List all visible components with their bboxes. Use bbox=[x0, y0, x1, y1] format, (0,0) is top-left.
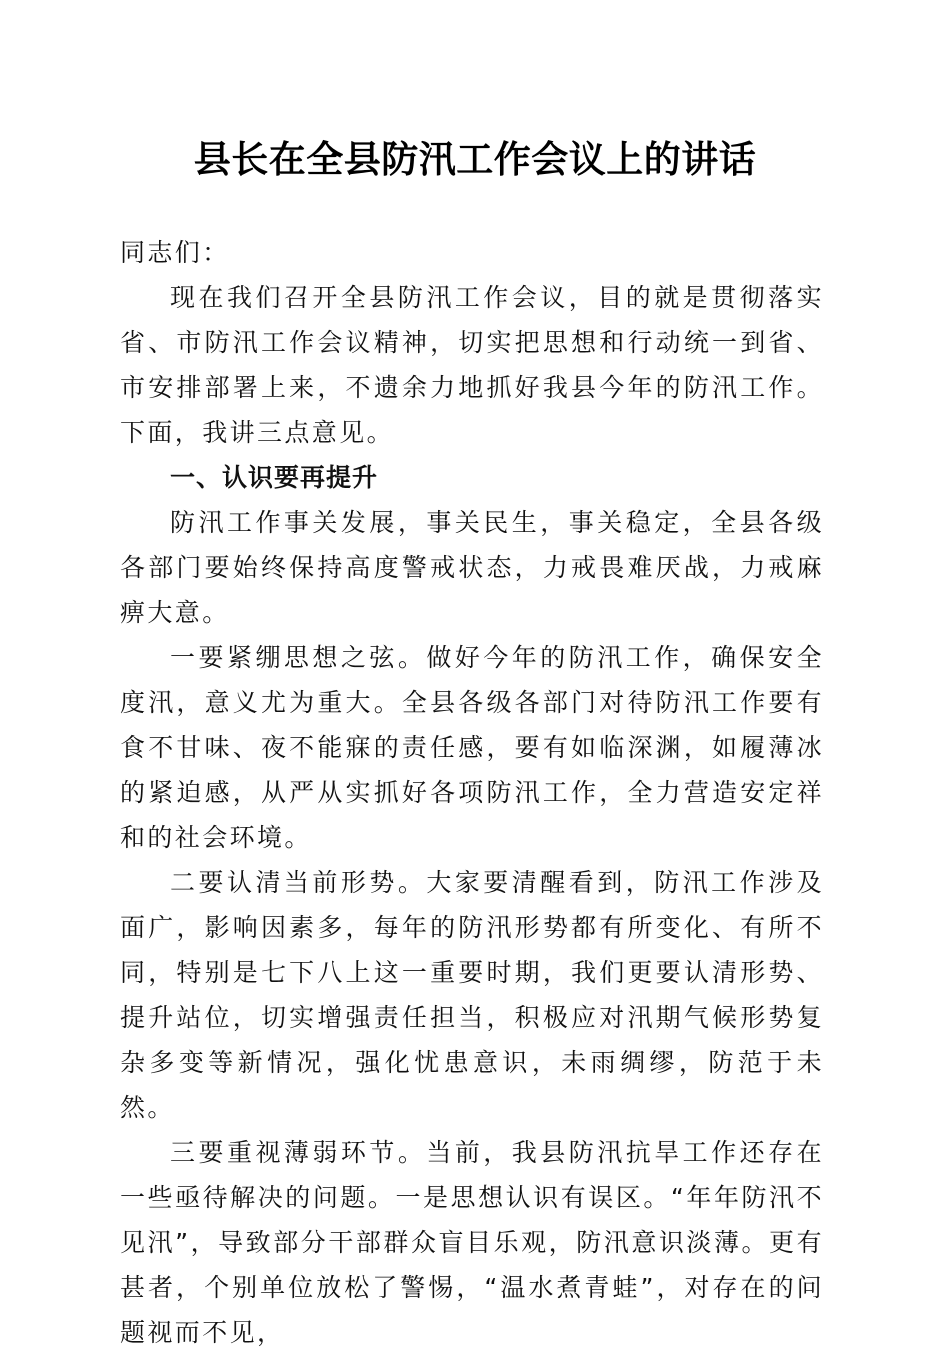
document-body bbox=[120, 230, 824, 1355]
section-paragraph: 三要重视薄弱环节。当前，我县防汛抗旱工作还存在一些亟待解决的问题。一是思想认识有误区。“年年防汛不见汛”，导致部分干部群众盲目乐观，防汛意识淡薄。更有甚者，个别单位放松了警惕，“温水煮青蛙”，对存在的问题视而不见， bbox=[120, 1138, 824, 1347]
document-title: 县长在全县防汛工作会议上的讲话 bbox=[193, 137, 757, 181]
salutation: 同志们： bbox=[120, 238, 230, 267]
section-paragraph: 一要紧绷思想之弦。做好今年的防汛工作，确保安全度汛，意义尤为重大。全县各级各部门对待防汛工作要有食不甘味、夜不能寐的责任感，要有如临深渊，如履薄冰的紧迫感，从严从实抓好各项防汛工作，全力营造安定祥和的社会环境。 bbox=[120, 643, 824, 852]
intro-paragraph: 现在我们召开全县防汛工作会议，目的就是贯彻落实省、市防汛工作会议精神，切实把思想和行动统一到省、市安排部署上来，不遗余力地抓好我县今年的防汛工作。下面，我讲三点意见。 bbox=[120, 283, 824, 447]
section-heading: 一、认识要再提升 bbox=[170, 463, 379, 492]
section-paragraph: 二要认清当前形势。大家要清醒看到，防汛工作涉及面广，影响因素多，每年的防汛形势都有所变化、有所不同，特别是七下八上这一重要时期，我们更要认清形势、提升站位，切实增强责任担当，积极应对汛期气候形势复杂多变等新情况，强化忧患意识，未雨绸缪，防范于未然。 bbox=[120, 868, 824, 1122]
section-paragraph: 防汛工作事关发展，事关民生，事关稳定，全县各级各部门要始终保持高度警戒状态，力戒畏难厌战，力戒麻痹大意。 bbox=[120, 508, 824, 627]
